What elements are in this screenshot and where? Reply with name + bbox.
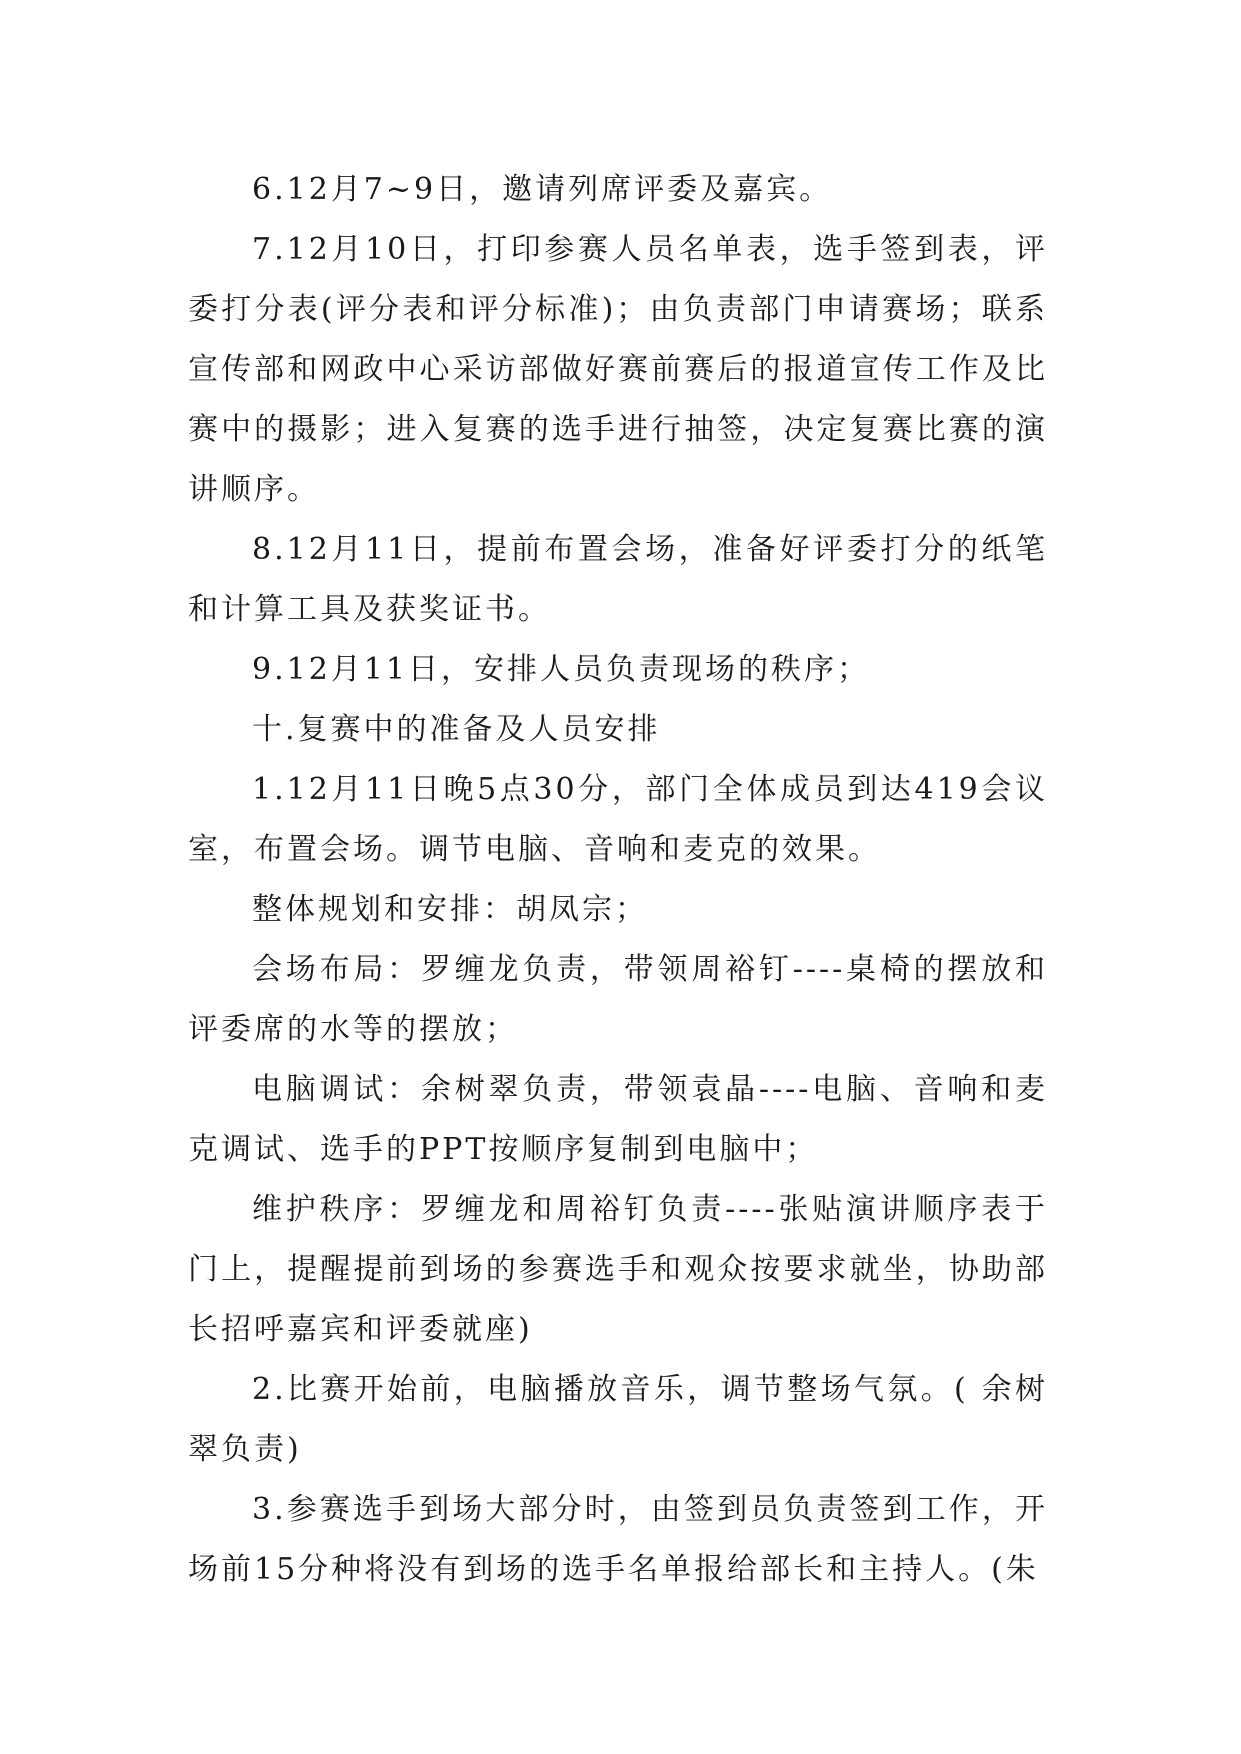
paragraph-item-2: 2.比赛开始前，电脑播放音乐，调节整场气氛。( 余树翠负责) (188, 1372, 1048, 1467)
paragraph-item-9: 9.12月11日，安排人员负责现场的秩序； (252, 652, 870, 687)
paragraph-item-1: 1.12月11日晚5点30分，部门全体成员到达419会议室，布置会场。调节电脑、音响和麦克的效果。 (188, 772, 1048, 867)
document-body (188, 160, 1048, 1600)
paragraph-item-6: 6.12月7~9日，邀请列席评委及嘉宾。 (252, 172, 833, 207)
paragraph-overall-planning: 整体规划和安排：胡凤宗； (252, 892, 648, 927)
paragraph-venue-layout: 会场布局：罗缠龙负责，带领周裕钉----桌椅的摆放和评委席的水等的摆放； (188, 952, 1048, 1047)
paragraph-order-maintenance: 维护秩序：罗缠龙和周裕钉负责----张贴演讲顺序表于门上，提醒提前到场的参赛选手和观众按要求就坐，协助部长招呼嘉宾和评委就座) (188, 1192, 1048, 1347)
paragraph-item-7: 7.12月10日，打印参赛人员名单表，选手签到表，评委打分表(评分表和评分标准)；由负责部门申请赛场；联系宣传部和网政中心采访部做好赛前赛后的报道宣传工作及比赛中的摄影；进入复赛的选手进行抽签，决定复赛比赛的演讲顺序。 (188, 232, 1048, 507)
section-heading: 十.复赛中的准备及人员安排 (252, 712, 661, 747)
paragraph-item-8: 8.12月11日，提前布置会场，准备好评委打分的纸笔和计算工具及获奖证书。 (188, 532, 1048, 627)
paragraph-computer-setup: 电脑调试：余树翠负责，带领袁晶----电脑、音响和麦克调试、选手的PPT按顺序复制到电脑中； (188, 1072, 1048, 1167)
paragraph-item-3: 3.参赛选手到场大部分时，由签到员负责签到工作，开场前15分种将没有到场的选手名单报给部长和主持人。(朱 (188, 1492, 1048, 1587)
